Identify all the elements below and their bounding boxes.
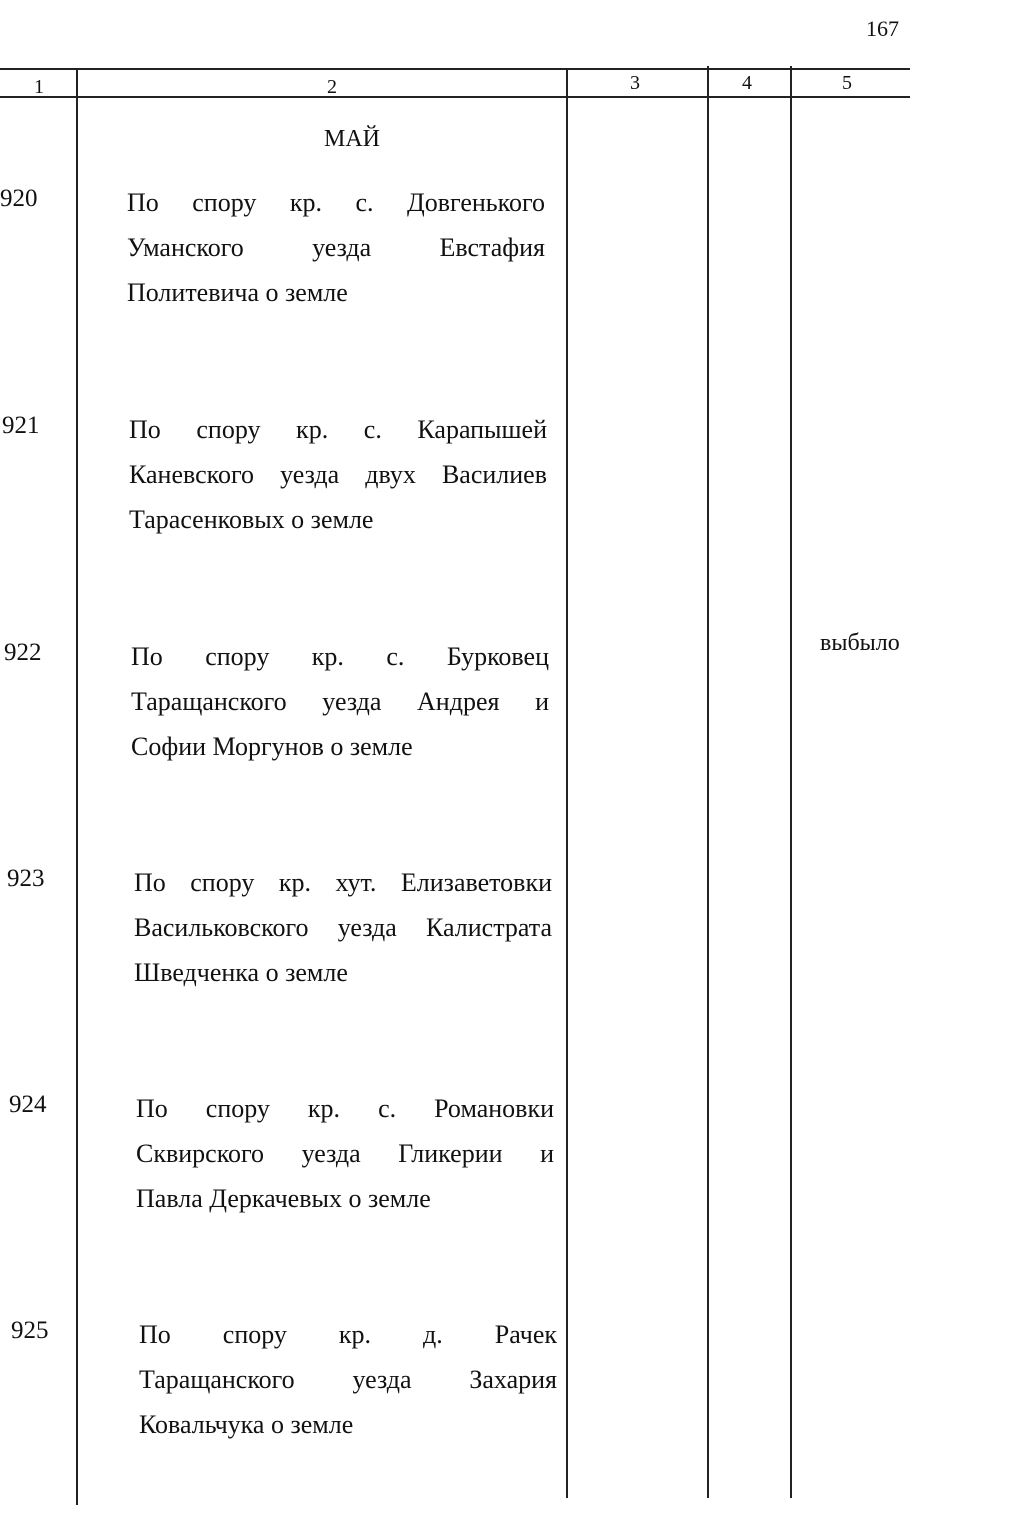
description-line: Таращанского уезда Андрея и (131, 687, 549, 716)
description-line: Уманского уезда Евстафия (127, 233, 545, 262)
description-line: Сквирского уезда Гликерии и (136, 1139, 554, 1168)
entry-description (134, 860, 552, 995)
entry-description (127, 180, 545, 315)
entry-number: 920 (0, 185, 38, 212)
column-header-1: 1 (34, 76, 44, 98)
description-line: Каневского уезда двух Василиев (129, 460, 547, 489)
entry-description (139, 1312, 557, 1447)
description-line: По спору кр. д. Рачек (139, 1320, 557, 1349)
entry-number: 924 (9, 1091, 47, 1118)
entry-description (136, 1086, 554, 1221)
description-line: Павла Деркачевых о земле (136, 1184, 431, 1213)
description-line: Политевича о земле (127, 278, 348, 307)
table-top-border (0, 68, 910, 70)
page-number: 167 (866, 16, 899, 41)
entry-note: выбыло (820, 630, 900, 656)
entry-number: 921 (2, 412, 40, 439)
description-line: По спору кр. с. Бурковец (131, 642, 549, 671)
entry-description (129, 407, 547, 542)
description-line: По спору кр. с. Романовки (136, 1094, 554, 1123)
column-header-5: 5 (842, 72, 852, 94)
column-divider (76, 70, 78, 1505)
column-header-4: 4 (742, 72, 752, 94)
table-header-border (0, 96, 910, 98)
description-line: Васильковского уезда Калистрата (134, 913, 552, 942)
description-line: По спору кр. с. Довгенького (127, 188, 545, 217)
description-line: По спору кр. с. Карапышей (129, 415, 547, 444)
entry-number: 925 (11, 1317, 49, 1344)
column-divider (707, 66, 709, 1498)
description-line: Таращанского уезда Захария (139, 1365, 557, 1394)
entry-description (131, 634, 549, 769)
month-heading: МАЙ (324, 126, 381, 152)
column-header-3: 3 (630, 72, 640, 94)
description-line: Шведченка о земле (134, 958, 348, 987)
description-line: Тарасенковых о земле (129, 505, 374, 534)
entry-number: 922 (4, 639, 42, 666)
column-divider (790, 66, 792, 1498)
entry-number: 923 (7, 865, 45, 892)
column-divider (566, 68, 568, 1498)
description-line: Ковальчука о земле (139, 1410, 354, 1439)
column-header-2: 2 (327, 76, 337, 98)
description-line: Софии Моргунов о земле (131, 732, 413, 761)
description-line: По спору кр. хут. Елизаветовки (134, 868, 552, 897)
